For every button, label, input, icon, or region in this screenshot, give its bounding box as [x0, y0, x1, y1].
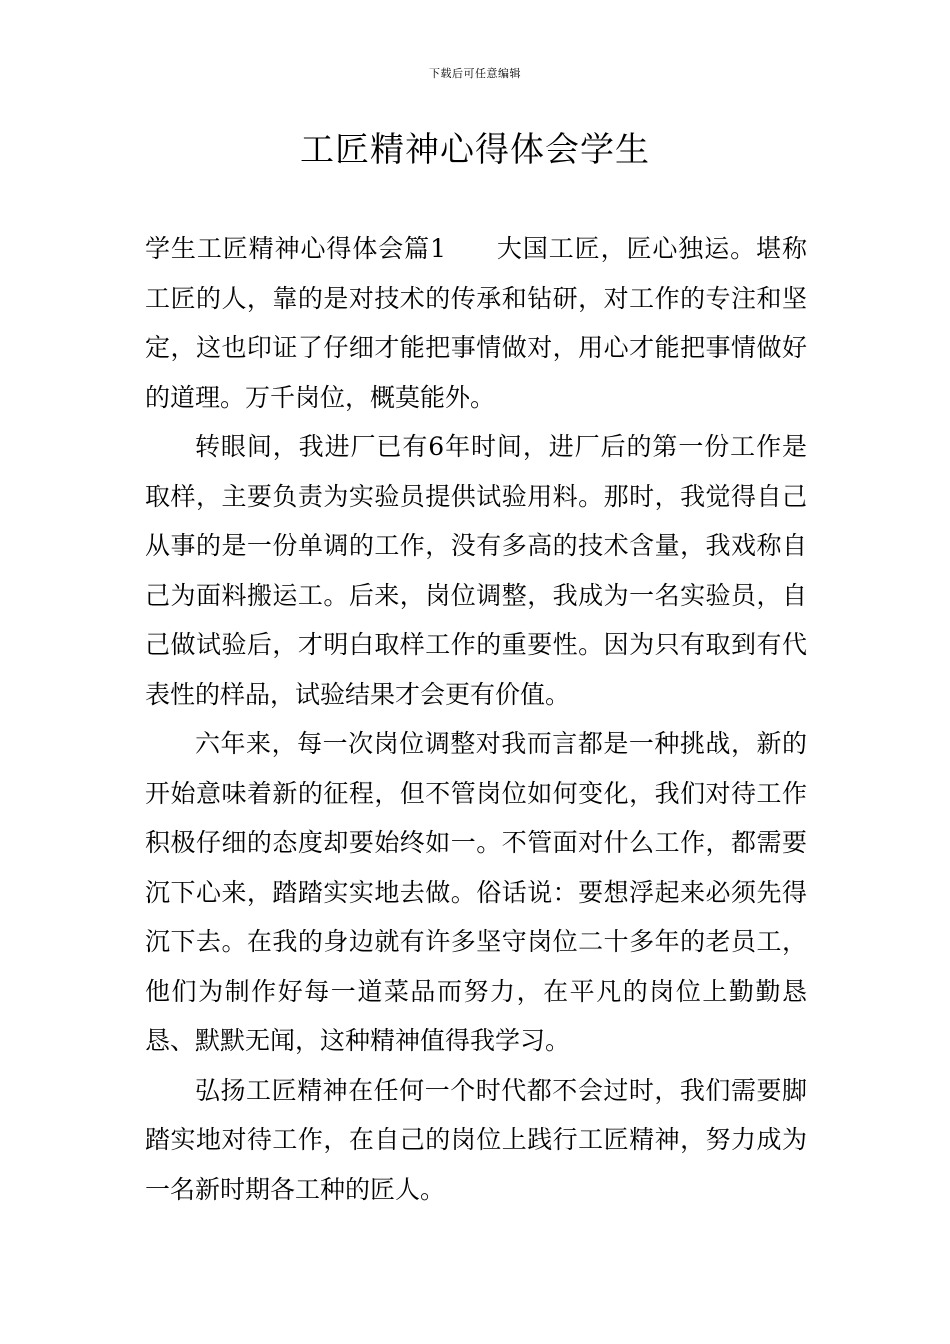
document-body	[145, 224, 807, 1214]
paragraph-1	[145, 224, 807, 422]
paragraph-3: 六年来，每一次岗位调整对我而言都是一种挑战，新的开始意味着新的征程，但不管岗位如何变化，我们对待工作积极仔细的态度却要始终如一。不管面对什么工作，都需要沉下心来，踏踏实实地去做。俗话说：要想浮起来必须先得沉下去。在我的身边就有许多坚守岗位二十多年的老员工，他们为制作好每一道菜品而努力，在平凡的岗位上勤勤恳恳、默默无闻，这种精神值得我学习。	[145, 729, 807, 1055]
paragraph-4: 弘扬工匠精神在任何一个时代都不会过时，我们需要脚踏实地对待工作，在自己的岗位上践行工匠精神，努力成为一名新时期各工种的匠人。	[145, 1075, 807, 1204]
header-note: 下载后可任意编辑	[429, 67, 521, 80]
paragraph-1-lead: 学生工匠精神心得体会篇1	[145, 234, 446, 263]
paragraph-2: 转眼间，我进厂已有6年时间，进厂后的第一份工作是取样，主要负责为实验员提供试验用料。那时，我觉得自己从事的是一份单调的工作，没有多高的技术含量，我戏称自己为面料搬运工。后来，岗位调整，我成为一名实验员，自己做试验后，才明白取样工作的重要性。因为只有取到有代表性的样品，试验结果才会更有价值。	[145, 432, 807, 709]
paragraph-1-text: 大国工匠，匠心独运。堪称工匠的人，靠的是对技术的传承和钻研，对工作的专注和坚定，这也印证了仔细才能把事情做对，用心才能把事情做好的道理。万千岗位，概莫能外。	[145, 234, 807, 412]
document-title: 工匠精神心得体会学生	[300, 130, 650, 170]
